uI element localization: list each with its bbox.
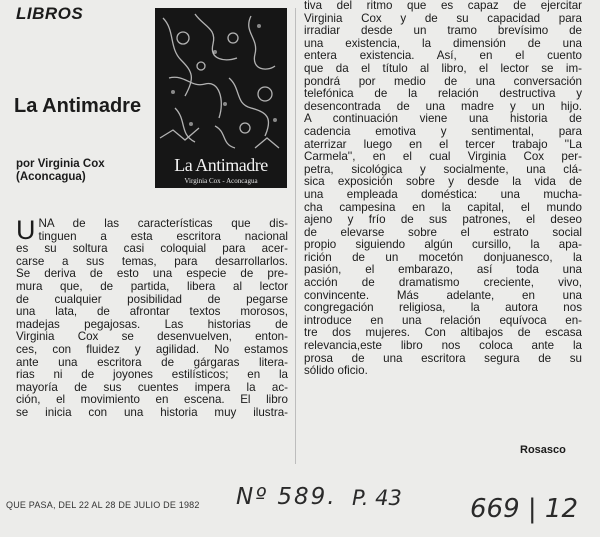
text-line: Virginia Cox se desenvuelven, enton- — [16, 330, 288, 344]
text-line: es su soltura casi coloquial para acer- — [16, 242, 288, 256]
text-line: rias ni de joyones estilísticos; en la — [16, 368, 288, 382]
handwritten-issue-number: Nº 589. — [236, 484, 337, 510]
text-line: cadencia emotiva y sentimental, para — [304, 124, 582, 138]
text-line: sica exposición sobre y desde la vida de — [304, 175, 582, 189]
text-line: madejas pegajosas. Las historias de — [16, 317, 288, 331]
text-line: de elevarse sobre el estrato social — [304, 225, 582, 239]
text-line: cha campesina en la capital, el mundo — [304, 200, 582, 214]
text-line: pondrá por medio de una conversación — [304, 74, 582, 88]
text-line: tinguen a esta escritora nacional — [38, 229, 288, 243]
book-title: La Antimadre — [14, 95, 142, 117]
cover-title: La Antimadre — [174, 155, 268, 175]
book-cover-image — [155, 8, 287, 188]
text-line: una empleada doméstica: una mucha- — [304, 187, 582, 201]
text-line: ces, con fluidez y agilidad. No estamos — [16, 342, 288, 356]
text-line: prosa de una escritora segura de su — [304, 351, 582, 365]
text-line: irradiar desde un tramo brevísimo de — [304, 24, 582, 38]
text-line: pasión, el embarazo, así toda una — [304, 263, 582, 277]
text-line: petra, sicológica y socialmente, una clá- — [304, 162, 582, 176]
cover-subtitle: Virginia Cox - Aconcagua — [184, 177, 258, 185]
text-line: una existencia, la dimensión de una — [304, 36, 582, 50]
text-line: una lata, de afrontar textos morosos, — [16, 305, 288, 319]
publication-footer: QUE PASA, DEL 22 AL 28 DE JULIO DE 1982 — [6, 500, 200, 510]
text-line: NA de las características que dis- — [38, 217, 288, 230]
text-line: ción, el movimiento en escena. El libro — [16, 393, 288, 407]
handwritten-page-number: P. 43 — [352, 486, 402, 510]
text-line: aterrizar luego en el tercer trabajo ''La — [304, 137, 582, 151]
text-line: telefónica de la relación destructiva y — [304, 87, 582, 101]
text-line: Carmela'', en el cual Virginia Cox per- — [304, 150, 582, 164]
publisher-name: (Aconcagua) — [16, 171, 86, 183]
text-line: carse a sus temas, para desarrollarlos. — [16, 254, 288, 268]
text-line: desencontrada de una madre y un hijo. — [304, 99, 582, 113]
review-column-right — [304, 0, 582, 378]
text-line: A continuación viene una historia de — [304, 112, 582, 126]
text-line: Se deriva de esto una especie de pre- — [16, 267, 288, 281]
handwritten-archive-code: 669 | 12 — [470, 494, 578, 524]
text-line: tre dos mujeres. Con altibajos de escasa — [304, 326, 582, 340]
text-line: mura que, de partida, libera al lector — [16, 279, 288, 293]
text-line: sólido oficio. — [304, 364, 368, 378]
section-label: LIBROS — [16, 4, 84, 23]
text-line: congregación religiosa, la autora nos — [304, 301, 582, 315]
text-line: introduce en una relación equívoca en- — [304, 313, 582, 327]
reviewer-signature: Rosasco — [520, 444, 566, 456]
text-line: ante una escritora de gárgaras litera- — [16, 355, 288, 369]
author-name: por Virginia Cox — [16, 158, 105, 170]
text-line: mayoría de sus cuentes impera la ac- — [16, 380, 288, 394]
text-line: relevancia,este libro nos coloca ante la — [304, 339, 582, 353]
text-line: que da el título al libro, el lector se im- — [304, 61, 582, 75]
text-line: tiva del ritmo que es capaz de ejercitar — [304, 0, 582, 12]
text-line: ajeno y frío de sus patrones, el deseo — [304, 213, 582, 227]
text-line: acción de dramatismo creciente, vivo, — [304, 276, 582, 290]
review-column-left — [16, 215, 288, 420]
text-line: convincente. Más adelante, en una — [304, 288, 582, 302]
text-line: propio siguiendo algún cursillo, la apa- — [304, 238, 582, 252]
text-line: entera existencia. Así, en el cuento — [304, 49, 582, 63]
author-credit — [16, 158, 156, 184]
column-divider — [295, 8, 296, 464]
text-line: rición de un mocetón donjuanesco, la — [304, 250, 582, 264]
text-line: se inicia con una historia muy ilustra- — [16, 405, 288, 419]
text-line: de cualquier posibilidad de pegarse — [16, 292, 288, 306]
text-line: Virginia Cox y de su capacidad para — [304, 11, 582, 25]
drop-cap: U — [16, 215, 36, 245]
